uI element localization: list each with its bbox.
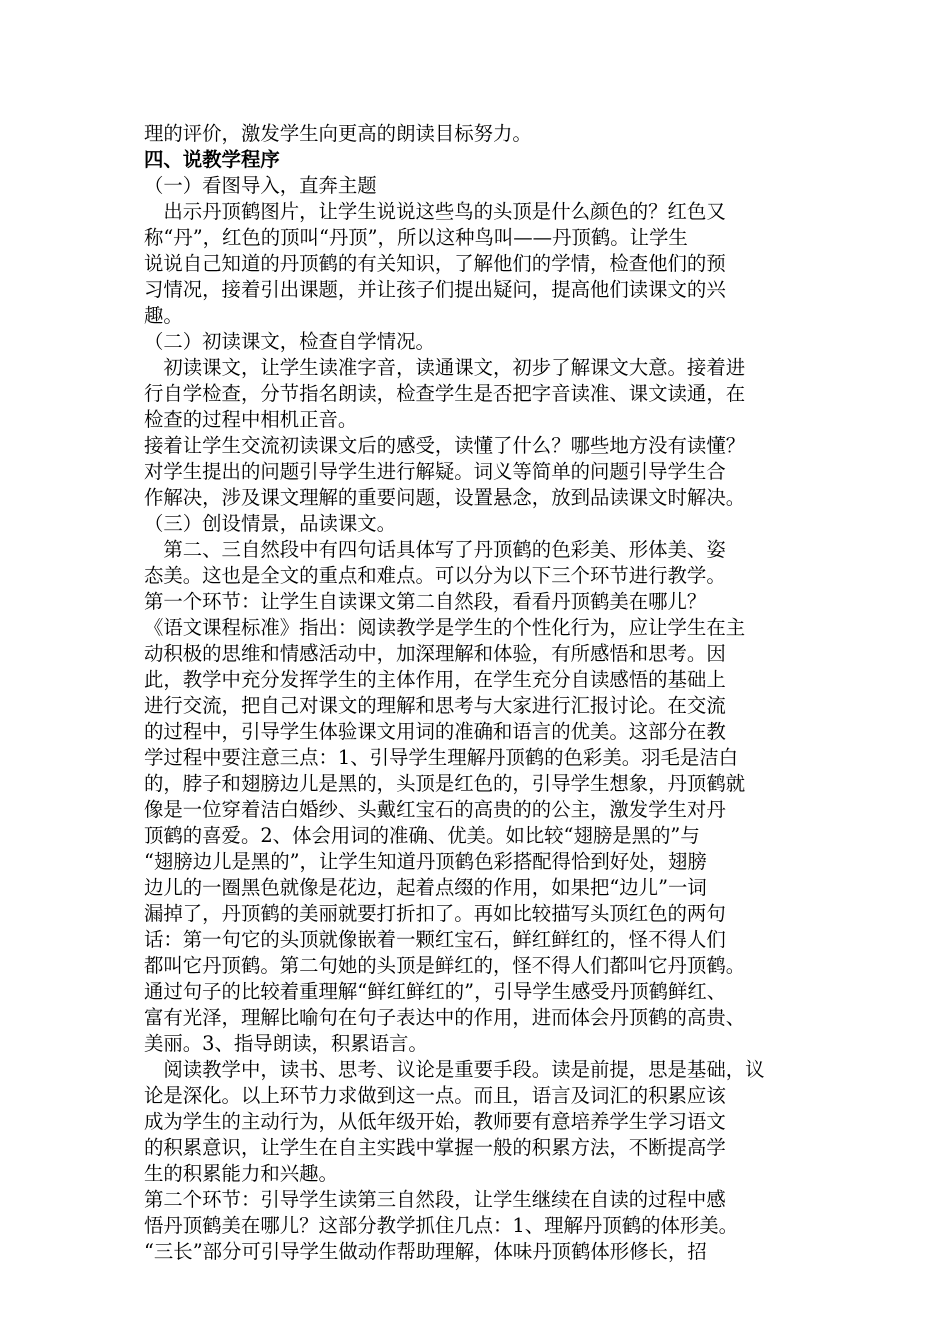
- text-line: 学过程中要注意三点：1、引导学生理解丹顶鹤的色彩美。羽毛是洁白: [144, 746, 739, 769]
- text-line: 说说自己知道的丹顶鹤的有关知识，了解他们的学情，检查他们的预: [144, 252, 726, 275]
- text-line: 阅读教学中，读书、思考、议论是重要手段。读是前提，思是基础，议: [144, 1058, 765, 1081]
- text-line: 初读课文，让学生读准字音，读通课文，初步了解课文大意。接着进: [144, 356, 746, 379]
- text-line: 进行交流，把自己对课文的理解和思考与大家进行汇报讨论。在交流: [144, 694, 726, 717]
- text-line: 的积累意识，让学生在自主实践中掌握一般的积累方法，不断提高学: [144, 1136, 726, 1159]
- document-page: [144, 121, 829, 1265]
- text-line: 此，教学中充分发挥学生的主体作用，在学生充分自读感悟的基础上: [144, 668, 726, 691]
- text-line: 顶鹤的喜爱。2、体会用词的准确、优美。如比较“翅膀是黑的”与: [144, 824, 700, 847]
- text-line: 话：第一句它的头顶就像嵌着一颗红宝石，鲜红鲜红的，怪不得人们: [144, 928, 726, 951]
- section-heading: 四、说教学程序: [144, 148, 280, 171]
- text-line: （一）看图导入，直奔主题: [144, 174, 377, 197]
- text-line: 检查的过程中相机正音。: [144, 408, 358, 431]
- text-line: 的，脖子和翅膀边儿是黑的，头顶是红色的，引导学生想象，丹顶鹤就: [144, 772, 746, 795]
- text-line: 第一个环节：让学生自读课文第二自然段，看看丹顶鹤美在哪儿？: [144, 590, 707, 613]
- text-line: 论是深化。以上环节力求做到这一点。而且，语言及词汇的积累应该: [144, 1084, 726, 1107]
- text-line: 生的积累能力和兴趣。: [144, 1162, 338, 1185]
- text-line: 行自学检查，分节指名朗读，检查学生是否把字音读准、课文读通，在: [144, 382, 746, 405]
- text-line: 态美。这也是全文的重点和难点。可以分为以下三个环节进行教学。: [144, 564, 726, 587]
- text-line: 《语文课程标准》指出：阅读教学是学生的个性化行为，应让学生在主: [144, 616, 746, 639]
- text-line: 趣。: [144, 304, 183, 327]
- text-line: 都叫它丹顶鹤。第二句她的头顶是鲜红的，怪不得人们都叫它丹顶鹤。: [144, 954, 746, 977]
- text-line: 动积极的思维和情感活动中，加深理解和体验，有所感悟和思考。因: [144, 642, 726, 665]
- text-line: 第二、三自然段中有四句话具体写了丹顶鹤的色彩美、形体美、姿: [144, 538, 726, 561]
- text-line: 漏掉了，丹顶鹤的美丽就要打折扣了。再如比较描写头顶红色的两句: [144, 902, 726, 925]
- text-line: （三）创设情景，品读课文。: [144, 512, 397, 535]
- text-line: 理的评价，激发学生向更高的朗读目标努力。: [144, 122, 532, 145]
- text-line: 第二个环节：引导学生读第三自然段，让学生继续在自读的过程中感: [144, 1188, 726, 1211]
- text-line: 作解决，涉及课文理解的重要问题，设置悬念，放到品读课文时解决。: [144, 486, 746, 509]
- text-line: 悟丹顶鹤美在哪儿？这部分教学抓住几点：1、理解丹顶鹤的体形美。: [144, 1214, 739, 1237]
- text-line: 的过程中，引导学生体验课文用词的准确和语言的优美。这部分在教: [144, 720, 726, 743]
- text-line: 边儿的一圈黑色就像是花边，起着点缀的作用，如果把“边儿”一词: [144, 876, 707, 899]
- text-line: 成为学生的主动行为，从低年级开始，教师要有意培养学生学习语文: [144, 1110, 726, 1133]
- text-line: 习情况，接着引出课题，并让孩子们提出疑问，提高他们读课文的兴: [144, 278, 726, 301]
- text-line: 对学生提出的问题引导学生进行解疑。词义等简单的问题引导学生合: [144, 460, 726, 483]
- text-line: （二）初读课文，检查自学情况。: [144, 330, 435, 353]
- text-line: “翅膀边儿是黑的”，让学生知道丹顶鹤色彩搭配得恰到好处，翅膀: [144, 850, 707, 873]
- text-line: 美丽。3、指导朗读，积累语言。: [144, 1032, 428, 1055]
- text-line: 像是一位穿着洁白婚纱、头戴红宝石的高贵的的公主，激发学生对丹: [144, 798, 726, 821]
- text-line: “三长”部分可引导学生做动作帮助理解，体味丹顶鹤体形修长，招: [144, 1240, 707, 1263]
- text-line: 通过句子的比较着重理解“鲜红鲜红的”，引导学生感受丹顶鹤鲜红、: [144, 980, 727, 1003]
- text-line: 富有光泽，理解比喻句在句子表达中的作用，进而体会丹顶鹤的高贵、: [144, 1006, 746, 1029]
- text-line: 出示丹顶鹤图片，让学生说说这些鸟的头顶是什么颜色的？红色又: [144, 200, 726, 223]
- text-line: 称“丹”，红色的顶叫“丹顶”，所以这种鸟叫——丹顶鹤。让学生: [144, 226, 688, 249]
- text-line: 接着让学生交流初读课文后的感受，读懂了什么？哪些地方没有读懂？: [144, 434, 746, 457]
